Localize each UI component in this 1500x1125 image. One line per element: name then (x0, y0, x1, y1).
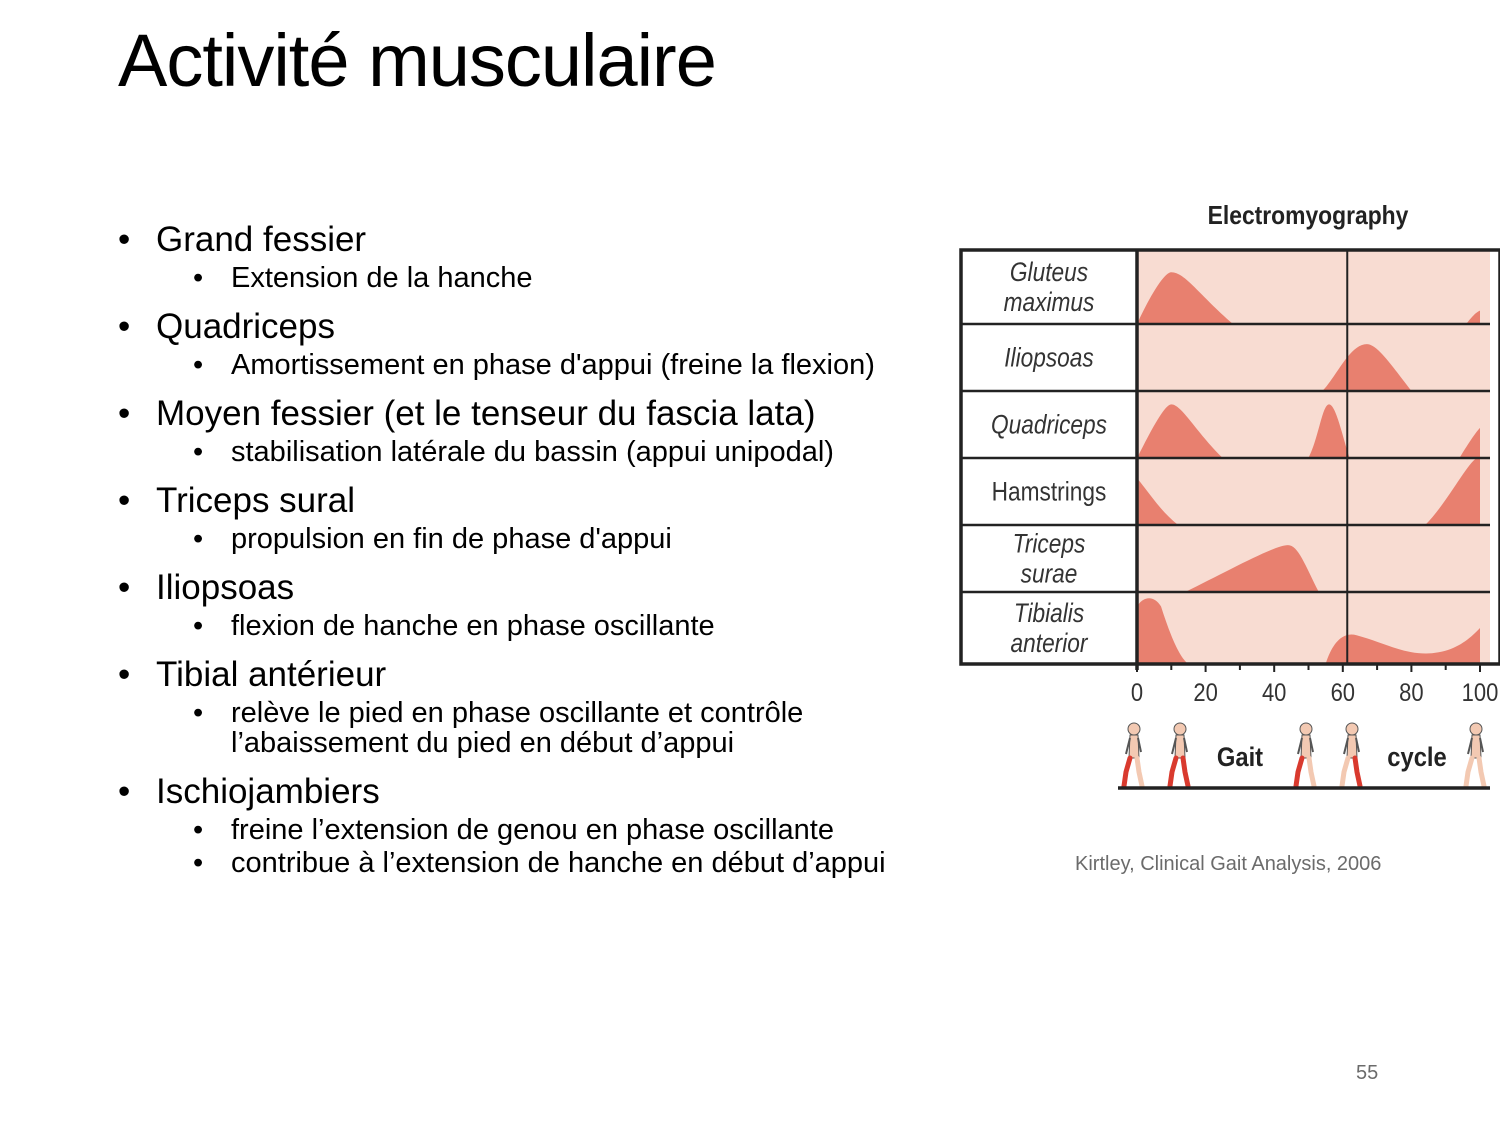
row-label: anterior (1010, 628, 1088, 659)
bullet-muscle: • Ischiojambiers (118, 772, 918, 812)
bullet-muscle: • Triceps sural (118, 481, 918, 521)
row-label: maximus (1003, 287, 1095, 318)
bullet-detail: • Extension de la hanche (118, 263, 918, 293)
bullet-muscle: • Moyen fessier (et le tenseur du fascia lata) (118, 394, 918, 434)
row-label: Tibialis (1013, 598, 1085, 629)
walking-figure-icon (1466, 723, 1484, 786)
page-number: 55 (1356, 1062, 1379, 1084)
bullet-detail: • propulsion en fin de phase d'appui (118, 524, 918, 554)
figure-title: Electromyography (1207, 201, 1409, 231)
bullet-list (118, 220, 918, 878)
x-tick-label: 100 (1461, 678, 1499, 707)
row-label: Triceps (1012, 528, 1086, 559)
row-label: Hamstrings (991, 476, 1107, 507)
bullet-detail: • stabilisation latérale du bassin (appui unipodal) (118, 437, 918, 467)
row-label: Iliopsoas (1004, 342, 1094, 373)
slide-title: Activité musculaire (118, 19, 716, 102)
walking-figure-icon (1296, 723, 1314, 786)
walking-figure-icon (1124, 723, 1142, 786)
gait-label: Gait (1216, 742, 1264, 773)
bullet-detail: • Amortissement en phase d'appui (freine la flexion) (118, 350, 918, 380)
bullet-muscle: • Tibial antérieur (118, 655, 918, 695)
emg-figure (950, 190, 1499, 800)
bullet-detail: • contribue à l’extension de hanche en début d’appui (118, 848, 918, 878)
x-tick-label: 20 (1193, 678, 1218, 707)
walking-figure-icon (1170, 723, 1188, 786)
walking-figure-icon (1342, 723, 1360, 786)
figure-caption: Kirtley, Clinical Gait Analysis, 2006 (1075, 853, 1382, 875)
cycle-label: cycle (1387, 742, 1447, 773)
x-tick-label: 60 (1330, 678, 1356, 707)
row-label: surae (1020, 558, 1078, 589)
bullet-muscle: • Grand fessier (118, 220, 918, 260)
x-tick-label: 80 (1399, 678, 1424, 707)
x-tick-label: 40 (1261, 678, 1287, 707)
x-tick-label: 0 (1130, 678, 1144, 707)
row-label: Quadriceps (991, 409, 1107, 440)
bullet-muscle: • Iliopsoas (118, 568, 918, 608)
bullet-detail: • flexion de hanche en phase oscillante (118, 611, 918, 641)
row-label: Gluteus (1009, 257, 1089, 288)
bullet-detail: • freine l’extension de genou en phase oscillante (118, 815, 918, 845)
bullet-detail: • relève le pied en phase oscillante et contrôle l’abaissement du pied en début d’appui (118, 698, 918, 758)
bullet-muscle: • Quadriceps (118, 307, 918, 347)
